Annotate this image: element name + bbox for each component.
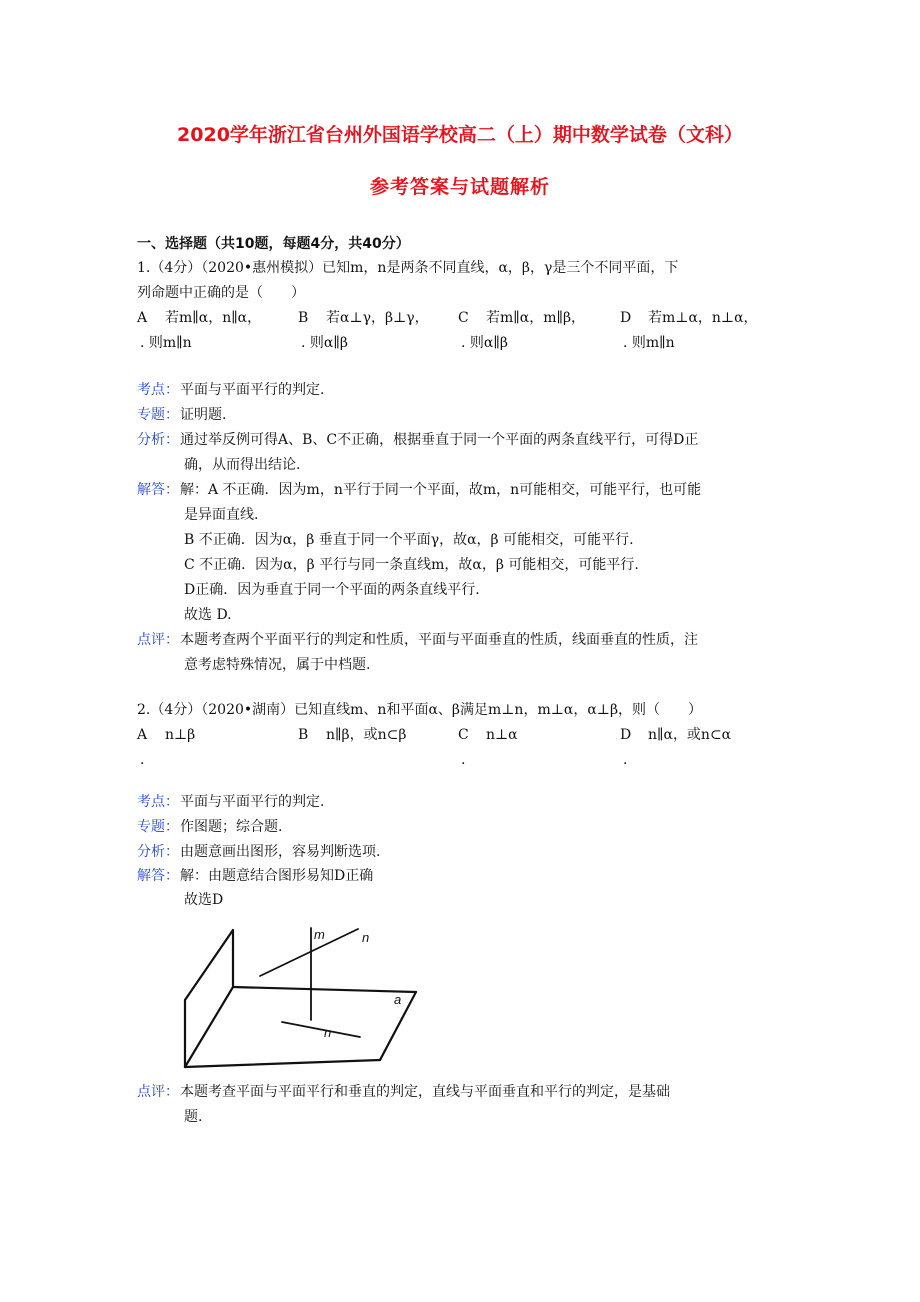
q2-dianping-line2: 题. xyxy=(184,1109,203,1125)
q2-jieda-line1: 解：由题意结合图形易知D正确 xyxy=(180,868,374,884)
q1-kaodian: 平面与平面平行的判定. xyxy=(180,382,325,398)
q2-dianping-label: 点评： xyxy=(137,1084,179,1100)
q1-option-b-line2: . 则α∥β xyxy=(301,335,348,351)
q1-option-a-line1: 若m∥α，n∥α， xyxy=(165,310,262,326)
q1-option-b-line1: 若α⊥γ，β⊥γ， xyxy=(326,310,429,326)
q1-option-d-line1: 若m⊥α，n⊥α， xyxy=(648,310,758,326)
q2-dianping-line1: 本题考查平面与平面平行和垂直的判定，直线与平面垂直和平行的判定，是基础 xyxy=(180,1084,670,1100)
q1-jieda-line6: 故选 D. xyxy=(184,607,232,623)
q2-option-d-dot: . xyxy=(623,752,628,768)
label-n-top: n xyxy=(362,930,370,945)
q1-fenxi-line2: 确，从而得出结论. xyxy=(184,457,301,473)
q1-jieda-label: 解答： xyxy=(137,482,179,498)
q2-option-d-text: n∥α，或n⊂α xyxy=(648,727,732,743)
q2-option-a-dot: . xyxy=(140,752,145,768)
q1-jieda-line2: 是异面直线. xyxy=(184,507,259,523)
q1-option-d-line2: . 则m∥n xyxy=(623,335,675,351)
q2-option-b-text: n∥β，或n⊂β xyxy=(326,727,407,743)
q1-dianping-line1: 本题考查两个平面平行的判定和性质，平面与平面垂直的性质，线面垂直的性质，注 xyxy=(180,632,698,648)
q2-jieda-label: 解答： xyxy=(137,868,179,884)
q2-fenxi: 由题意画出图形，容易判断选项. xyxy=(180,844,381,860)
q1-stem-line2: 列命题中正确的是（ ） xyxy=(137,285,305,301)
q2-stem: 2.（4分）（2020•湖南）已知直线m、n和平面α、β满足m⊥n，m⊥α，α⊥β，则（ ） xyxy=(137,702,703,718)
plane-line-figure xyxy=(180,920,430,1080)
q1-zhuanti: 证明题. xyxy=(180,407,227,423)
q2-zhuanti-label: 专题： xyxy=(137,819,179,835)
q1-jieda-line1: 解：A 不正确．因为m，n平行于同一个平面，故m，n可能相交，可能平行，也可能 xyxy=(180,482,702,498)
q1-stem-line1: 1.（4分）（2020•惠州模拟）已知m，n是两条不同直线，α，β，γ是三个不同平面，下 xyxy=(137,260,679,276)
q1-option-c-line2: . 则α∥β xyxy=(461,335,508,351)
q2-option-a-letter: A xyxy=(137,727,148,743)
q1-option-c-line1: 若m∥α，m∥β， xyxy=(486,310,586,326)
q2-option-d-letter: D xyxy=(620,727,632,743)
q1-option-d-letter: D xyxy=(620,310,632,326)
label-a: a xyxy=(394,992,402,1007)
q1-jieda-line4: C 不正确．因为α，β 平行与同一条直线m，故α，β 可能相交，可能平行. xyxy=(184,557,639,573)
q2-option-b-dot: . xyxy=(461,752,466,768)
line-n-upper xyxy=(260,929,358,976)
q1-option-c-letter: C xyxy=(458,310,469,326)
q2-option-a-text: n⊥β xyxy=(165,727,196,743)
q2-option-b-letter: B xyxy=(298,727,309,743)
q1-option-a-letter: A xyxy=(137,310,148,326)
q2-option-c-letter: C xyxy=(458,727,469,743)
q1-fenxi-label: 分析： xyxy=(137,432,179,448)
page-title: 2020学年浙江省台州外国语学校高二（上）期中数学试卷（文科） xyxy=(177,124,743,146)
q1-jieda-line5: D正确．因为垂直于同一个平面的两条直线平行. xyxy=(184,582,480,598)
label-m: m xyxy=(314,927,325,942)
q2-kaodian-label: 考点： xyxy=(137,794,179,810)
beta-top-edge xyxy=(185,930,233,1000)
q1-option-a-line2: . 则m∥n xyxy=(140,335,192,351)
q2-jieda-line2: 故选D xyxy=(184,892,224,908)
q1-zhuanti-label: 专题： xyxy=(137,407,179,423)
q2-kaodian: 平面与平面平行的判定. xyxy=(180,794,325,810)
alpha-back-edge xyxy=(233,987,416,992)
q1-dianping-label: 点评： xyxy=(137,632,179,648)
beta-bottom-edge xyxy=(185,987,233,1067)
q1-dianping-line2: 意考虑特殊情况，属于中档题. xyxy=(184,657,371,673)
q2-option-c-text: n⊥α xyxy=(486,727,518,743)
q1-fenxi-line1: 通过举反例可得A、B、C不正确，根据垂直于同一个平面的两条直线平行，可得D正 xyxy=(180,432,699,448)
q2-zhuanti: 作图题；综合题. xyxy=(180,819,283,835)
label-n-bottom: n xyxy=(324,1025,332,1040)
q1-jieda-line3: B 不正确．因为α，β 垂直于同一个平面γ，故α，β 可能相交，可能平行. xyxy=(184,532,634,548)
page-subtitle: 参考答案与试题解析 xyxy=(369,176,550,198)
q1-option-b-letter: B xyxy=(298,310,309,326)
q2-fenxi-label: 分析： xyxy=(137,844,179,860)
q1-kaodian-label: 考点： xyxy=(137,382,179,398)
section-heading: 一、选择题（共10题，每题4分，共40分） xyxy=(137,236,410,252)
line-n-lower xyxy=(282,1022,360,1037)
alpha-front-edge xyxy=(185,1060,380,1067)
